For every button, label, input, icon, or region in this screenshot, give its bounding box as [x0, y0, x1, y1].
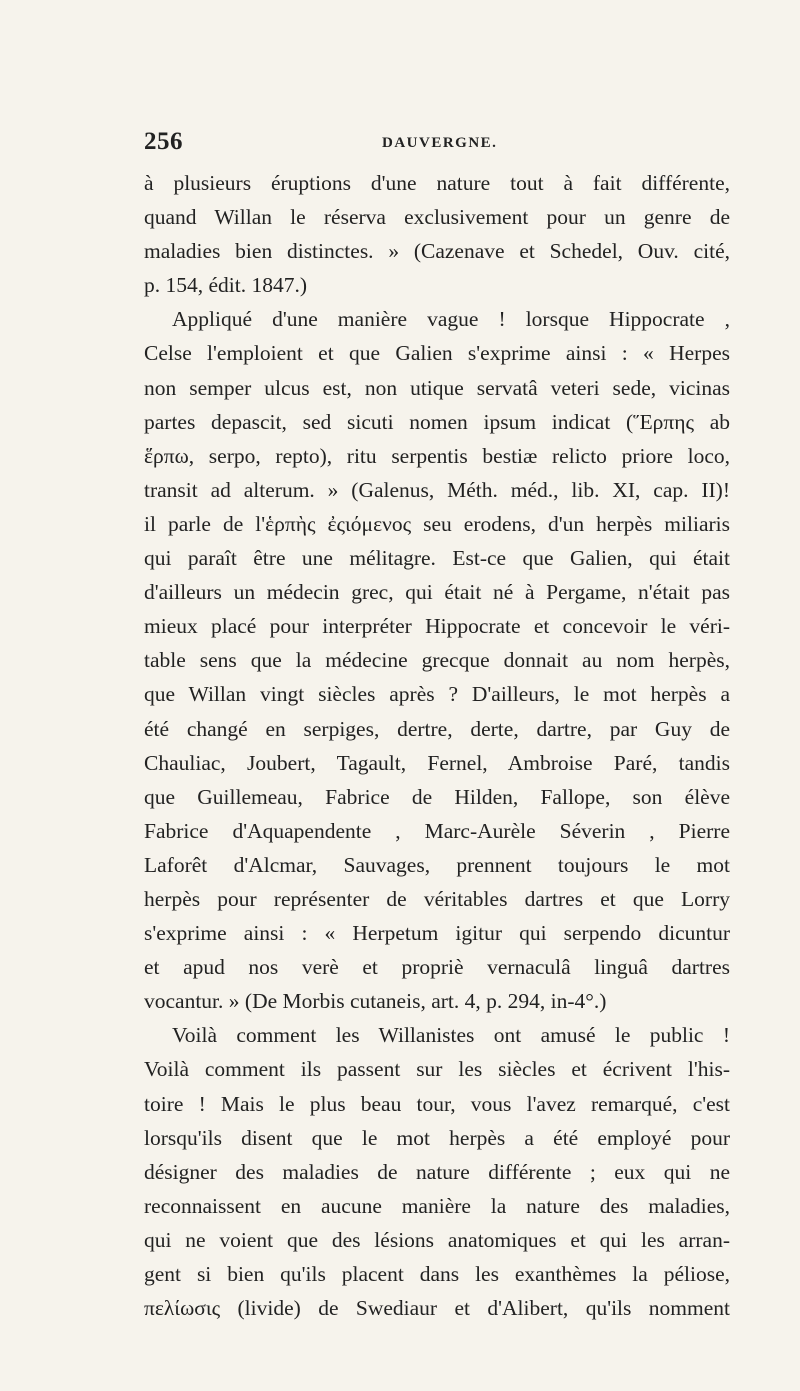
text-line: gent si bien qu'ils placent dans les exanthèmes la péliose,: [144, 1262, 730, 1286]
text-line: πελίωσις (livide) de Swediaur et d'Alibert, qu'ils nomment: [144, 1296, 730, 1321]
text-line: s'exprime ainsi : « Herpetum igitur qui serpendo dicuntur: [144, 921, 730, 946]
text-line: non semper ulcus est, non utique servatâ veteri sede, vicinas: [144, 375, 730, 400]
text-line: reconnaissent en aucune manière la nature des maladies,: [144, 1193, 730, 1218]
text-line: mieux placé pour interpréter Hippocrate et concevoir le véri-: [144, 614, 730, 639]
text-line: qui ne voient que des lésions anatomiques et qui les arran-: [144, 1227, 730, 1252]
text-line: p. 154, édit. 1847.): [144, 273, 308, 298]
body-text: [144, 166, 730, 1325]
text-line: qui paraît être une mélitagre. Est-ce que Galien, qui était: [144, 546, 730, 571]
text-line: maladies bien distinctes. » (Cazenave et Schedel, Ouv. cité,: [144, 239, 730, 264]
text-line: désigner des maladies de nature différente ; eux qui ne: [144, 1159, 730, 1184]
running-head: DAUVERGNE.: [382, 135, 498, 151]
text-line: à plusieurs éruptions d'une nature tout à fait différente,: [144, 171, 730, 195]
text-line: toire ! Mais le plus beau tour, vous l'avez remarqué, c'est: [144, 1091, 730, 1116]
text-line: Celse l'emploient et que Galien s'exprime ainsi : « Herpes: [144, 341, 730, 366]
text-line: Chauliac, Joubert, Tagault, Fernel, Ambroise Paré, tandis: [144, 750, 730, 775]
page-header: [144, 128, 730, 160]
text-line: et apud nos verè et propriè vernaculâ linguâ dartres: [144, 955, 730, 980]
text-line: Appliqué d'une manière vague ! lorsque Hippocrate ,: [172, 307, 730, 332]
text-line: table sens que la médecine grecque donnait au nom herpès,: [144, 648, 730, 673]
text-line: Fabrice d'Aquapendente , Marc-Aurèle Séverin , Pierre: [144, 818, 730, 843]
text-line: d'ailleurs un médecin grec, qui était né à Pergame, n'était pas: [144, 580, 730, 605]
text-line: Voilà comment les Willanistes ont amusé le public !: [172, 1023, 730, 1048]
text-line: que Guillemeau, Fabrice de Hilden, Fallope, son élève: [144, 784, 730, 809]
text-line: il parle de l'ἑρπὴς ἐςιόμενος seu erodens, d'un herpès miliaris: [144, 511, 730, 536]
text-line: Voilà comment ils passent sur les siècles et écrivent l'his-: [144, 1057, 730, 1082]
text-line: lorsqu'ils disent que le mot herpès a été employé pour: [144, 1125, 730, 1150]
text-line: vocantur. » (De Morbis cutaneis, art. 4, p. 294, in-4°.): [144, 989, 607, 1014]
text-line: herpès pour représenter de véritables dartres et que Lorry: [144, 886, 730, 911]
text-line: quand Willan le réserva exclusivement pour un genre de: [144, 205, 730, 230]
text-line: transit ad alterum. » (Galenus, Méth. méd., lib. XI, cap. II)!: [144, 477, 730, 502]
text-line: été changé en serpiges, dertre, derte, dartre, par Guy de: [144, 716, 730, 741]
text-line: partes depascit, sed sicuti nomen ipsum indicat (Ἕρπης ab: [144, 409, 730, 434]
text-line: que Willan vingt siècles après ? D'ailleurs, le mot herpès a: [144, 682, 730, 707]
page-number: 256: [144, 128, 183, 155]
text-line: Laforêt d'Alcmar, Sauvages, prennent toujours le mot: [144, 852, 730, 877]
text-line: ἕρπω, serpo, repto), ritu serpentis bestiæ relicto priore loco,: [144, 443, 730, 468]
